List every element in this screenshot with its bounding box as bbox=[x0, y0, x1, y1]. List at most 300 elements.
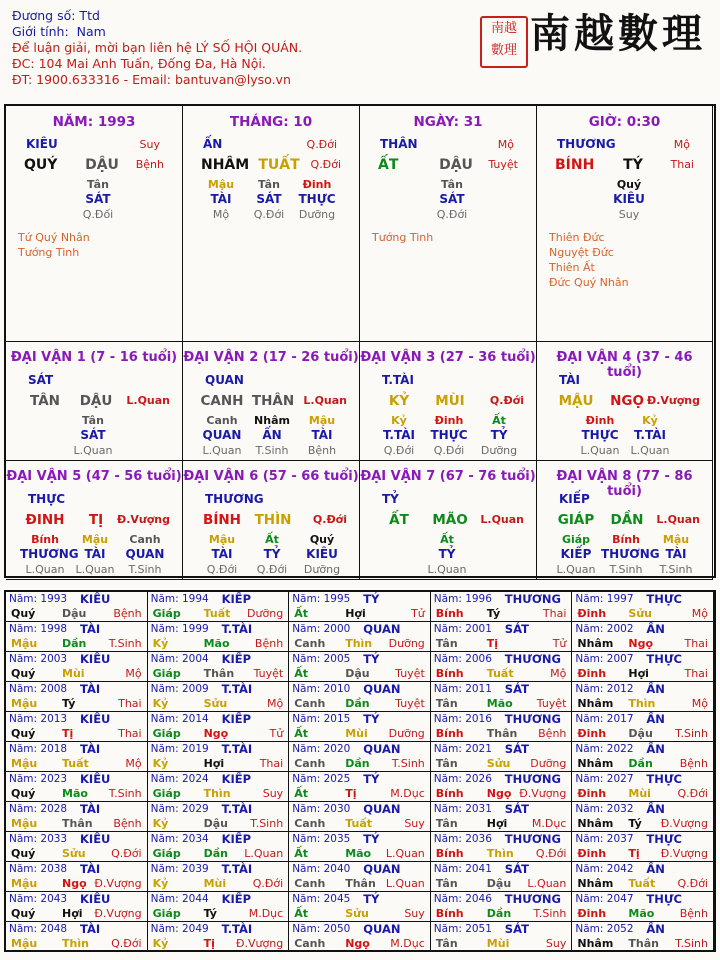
year-cell bbox=[6, 802, 148, 832]
hidden-stem: Đinh bbox=[585, 414, 615, 427]
year-state: Đ.Vượng bbox=[94, 877, 142, 890]
year-state: L.Quan bbox=[385, 847, 425, 860]
hidden-god: KIÊU bbox=[306, 547, 338, 561]
pillar-cell bbox=[360, 106, 537, 342]
year-label: Năm: 2022 bbox=[575, 743, 634, 755]
star-note: Thiên Ất bbox=[549, 261, 595, 274]
year-branch: Hợi bbox=[628, 667, 649, 680]
year-god: THỰC bbox=[646, 832, 682, 846]
year-god: THƯƠNG bbox=[504, 592, 561, 606]
year-stem: Nhâm bbox=[577, 637, 614, 650]
hidden-relation: T.Sinh bbox=[255, 444, 289, 457]
year-label: Năm: 2029 bbox=[150, 803, 209, 815]
cycle-god: SÁT bbox=[28, 373, 54, 387]
year-god: QUAN bbox=[363, 862, 401, 876]
hidden-god: THỰC bbox=[298, 192, 336, 206]
pillar-top-god: THÂN bbox=[380, 137, 418, 151]
year-branch: Ngọ bbox=[62, 877, 87, 890]
year-state: M.Dục bbox=[531, 817, 567, 830]
pillar-top-god: ẤN bbox=[203, 137, 223, 151]
hidden-relation: T.Sinh bbox=[128, 563, 162, 576]
year-cell bbox=[289, 892, 431, 922]
hidden-god: TỶ bbox=[490, 428, 508, 442]
year-label: Năm: 2043 bbox=[9, 893, 68, 905]
year-stem: Mậu bbox=[11, 937, 38, 950]
cycle-state: L.Quan bbox=[656, 513, 700, 526]
year-state: Tuyệt bbox=[395, 667, 425, 680]
year-cell bbox=[431, 622, 573, 652]
year-state: Tử bbox=[411, 607, 425, 620]
star-note: Nguyệt Đức bbox=[549, 246, 614, 259]
year-god: THƯƠNG bbox=[504, 772, 561, 786]
year-state: Suy bbox=[262, 787, 284, 800]
hidden-stem: Tân bbox=[87, 178, 109, 191]
year-god: TỶ bbox=[363, 712, 380, 726]
year-god: ẤN bbox=[646, 622, 665, 636]
cycle-branch: MÃO bbox=[432, 512, 468, 528]
year-label: Năm: 2021 bbox=[433, 743, 492, 755]
year-god: SÁT bbox=[504, 802, 529, 816]
year-cell bbox=[148, 622, 290, 652]
year-label: Năm: 2042 bbox=[575, 863, 634, 875]
year-state: Bệnh bbox=[538, 727, 567, 740]
year-cell bbox=[148, 772, 290, 802]
year-god: THỰC bbox=[646, 892, 682, 906]
year-state: T.Sinh bbox=[533, 907, 567, 920]
year-label: Năm: 2009 bbox=[150, 683, 209, 695]
hidden-stem: Bính bbox=[31, 533, 59, 546]
year-state: L.Quan bbox=[244, 847, 284, 860]
hidden-stem: Ất bbox=[492, 414, 506, 427]
hidden-relation: Dưỡng bbox=[480, 444, 518, 457]
year-god: SÁT bbox=[504, 862, 529, 876]
cycle-title: ĐẠI VẬN 6 (57 - 66 tuổi) bbox=[183, 469, 359, 484]
year-state: Q.Đới bbox=[677, 787, 708, 800]
year-label: Năm: 2012 bbox=[575, 683, 634, 695]
hidden-god: KIẾP bbox=[560, 547, 592, 561]
year-stem: Ất bbox=[294, 787, 308, 800]
year-cell bbox=[431, 862, 573, 892]
year-label: Năm: 2003 bbox=[9, 653, 68, 665]
cycle-branch: NGỌ bbox=[610, 393, 644, 409]
year-cell bbox=[572, 802, 714, 832]
year-cell bbox=[289, 772, 431, 802]
year-label: Năm: 1996 bbox=[433, 593, 492, 605]
year-stem: Quý bbox=[11, 847, 36, 860]
year-state: Đ.Vượng bbox=[94, 907, 142, 920]
year-stem: Giáp bbox=[152, 847, 181, 860]
year-cell bbox=[572, 772, 714, 802]
year-state: Q.Đới bbox=[111, 847, 142, 860]
year-branch: Tuất bbox=[62, 757, 89, 770]
year-branch: Mão bbox=[345, 847, 372, 860]
hidden-relation: L.Quan bbox=[202, 444, 242, 457]
year-label: Năm: 2051 bbox=[433, 923, 492, 935]
year-god: KIÊU bbox=[80, 832, 111, 846]
year-label: Năm: 2035 bbox=[292, 833, 351, 845]
year-branch: Ngọ bbox=[345, 937, 370, 950]
hidden-god: TÀI bbox=[665, 547, 687, 561]
year-label: Năm: 2033 bbox=[9, 833, 68, 845]
brand-logo: 南越數理 bbox=[530, 10, 706, 57]
pillar-top-state: Mộ bbox=[673, 138, 690, 151]
pillar-title: NĂM: 1993 bbox=[52, 114, 136, 130]
cycle-stem: CANH bbox=[200, 393, 244, 409]
pillar-title: THÁNG: 10 bbox=[229, 114, 313, 130]
year-state: Dưỡng bbox=[388, 637, 425, 650]
year-god: QUAN bbox=[363, 922, 401, 936]
hidden-stem: Mậu bbox=[207, 178, 235, 191]
year-branch: Mùi bbox=[62, 667, 85, 680]
pillar-top-state: Q.Đới bbox=[306, 138, 337, 151]
hidden-god: KIÊU bbox=[613, 192, 645, 206]
hidden-god: TỶ bbox=[438, 547, 456, 561]
pillar-state: Bệnh bbox=[135, 158, 164, 171]
year-cell bbox=[6, 682, 148, 712]
year-branch: Tị bbox=[486, 637, 499, 650]
year-cell bbox=[572, 862, 714, 892]
year-cell bbox=[572, 622, 714, 652]
year-label: Năm: 2040 bbox=[292, 863, 351, 875]
hidden-relation: L.Quan bbox=[25, 563, 65, 576]
year-label: Năm: 2018 bbox=[9, 743, 68, 755]
luck-cycle-cell bbox=[537, 461, 713, 580]
year-god: TỶ bbox=[363, 892, 380, 906]
year-stem: Quý bbox=[11, 907, 36, 920]
year-branch: Mùi bbox=[486, 937, 510, 950]
year-state: Suy bbox=[404, 817, 425, 830]
hidden-relation: Dưỡng bbox=[298, 208, 336, 221]
year-branch: Tuất bbox=[628, 877, 656, 890]
year-state: T.Sinh bbox=[250, 817, 284, 830]
year-label: Năm: 2004 bbox=[150, 653, 209, 665]
year-branch: Tị bbox=[628, 847, 640, 860]
pillar-cell bbox=[183, 106, 360, 342]
hidden-relation: Q.Đới bbox=[433, 444, 465, 457]
cycle-god: QUAN bbox=[205, 373, 244, 387]
pillar-top-god: KIÊU bbox=[26, 137, 58, 151]
hidden-relation: L.Quan bbox=[580, 444, 620, 457]
star-note: Thiên Đức bbox=[549, 231, 605, 244]
pillar-state: Q.Đới bbox=[310, 158, 341, 171]
hidden-stem: Mậu bbox=[81, 533, 109, 546]
year-cell bbox=[431, 802, 573, 832]
year-branch: Thân bbox=[345, 877, 376, 890]
cycle-stem: MẬU bbox=[558, 393, 594, 409]
year-god: THƯƠNG bbox=[504, 832, 561, 846]
year-stem: Tân bbox=[435, 877, 458, 890]
hidden-god: TỶ bbox=[263, 547, 281, 561]
year-branch: Tuất bbox=[203, 607, 231, 620]
hidden-stem: Canh bbox=[129, 533, 161, 546]
year-branch: Dậu bbox=[628, 727, 653, 740]
luck-cycle-cell bbox=[183, 342, 360, 461]
year-cell bbox=[6, 592, 148, 622]
year-stem: Canh bbox=[294, 937, 326, 950]
year-cell bbox=[148, 862, 290, 892]
year-god: THƯƠNG bbox=[504, 652, 561, 666]
hidden-stem: Tân bbox=[441, 178, 463, 191]
year-state: Q.Đới bbox=[111, 937, 142, 950]
chart-grid bbox=[4, 104, 716, 578]
year-label: Năm: 2011 bbox=[433, 683, 492, 695]
year-branch: Tị bbox=[62, 727, 74, 740]
year-label: Năm: 2001 bbox=[433, 623, 492, 635]
hidden-relation: Q.Đới bbox=[383, 444, 415, 457]
year-stem: Đinh bbox=[577, 727, 607, 740]
year-label: Năm: 2034 bbox=[150, 833, 209, 845]
year-cell bbox=[6, 712, 148, 742]
year-state: Thai bbox=[118, 697, 142, 710]
year-cell bbox=[572, 742, 714, 772]
hidden-god: SÁT bbox=[85, 192, 111, 206]
year-branch: Sửu bbox=[62, 847, 86, 860]
hidden-stem: Đinh bbox=[302, 178, 332, 191]
year-branch: Dần bbox=[62, 637, 87, 650]
year-stem: Ất bbox=[294, 907, 308, 920]
hidden-stem: Ất bbox=[265, 533, 279, 546]
year-state: Đ.Vượng bbox=[235, 937, 284, 950]
luck-cycle-cell bbox=[537, 342, 713, 461]
hidden-god: TÀI bbox=[210, 192, 232, 206]
year-cell bbox=[6, 862, 148, 892]
year-stem: Bính bbox=[435, 667, 464, 680]
hidden-stem: Ất bbox=[440, 533, 454, 546]
pillar-top-god: THƯƠNG bbox=[557, 137, 616, 151]
year-god: T.TÀI bbox=[221, 802, 253, 816]
pillar-title: GIỜ: 0:30 bbox=[588, 114, 661, 130]
year-branch: Mùi bbox=[203, 877, 227, 890]
year-state: Mộ bbox=[550, 667, 567, 680]
year-cell bbox=[6, 772, 148, 802]
year-cell bbox=[289, 832, 431, 862]
year-branch: Mão bbox=[203, 637, 230, 650]
year-branch: Thìn bbox=[628, 697, 656, 710]
year-state: T.Sinh bbox=[391, 757, 425, 770]
year-cell bbox=[431, 742, 573, 772]
year-branch: Sửu bbox=[628, 607, 652, 620]
hidden-god: THƯƠNG bbox=[601, 547, 660, 561]
hidden-stem: Bính bbox=[612, 533, 640, 546]
cycle-god: THỰC bbox=[28, 492, 66, 506]
year-cell bbox=[572, 592, 714, 622]
year-branch: Sửu bbox=[203, 697, 228, 710]
luck-cycle-cell bbox=[360, 461, 537, 580]
year-cell bbox=[148, 712, 290, 742]
year-cell bbox=[148, 802, 290, 832]
year-stem: Nhâm bbox=[577, 937, 614, 950]
gender-line: Giới tính: Nam bbox=[12, 24, 106, 39]
year-god: QUAN bbox=[363, 802, 401, 816]
year-cell bbox=[289, 802, 431, 832]
year-cell bbox=[148, 682, 290, 712]
year-label: Năm: 2015 bbox=[292, 713, 351, 725]
year-cell bbox=[431, 682, 573, 712]
year-branch: Tuất bbox=[345, 817, 372, 830]
year-state: Đ.Vượng bbox=[660, 817, 708, 830]
year-cell bbox=[148, 832, 290, 862]
year-branch: Mão bbox=[628, 907, 655, 920]
year-stem: Bính bbox=[435, 787, 464, 800]
year-stem: Quý bbox=[11, 727, 36, 740]
year-branch: Tý bbox=[628, 817, 642, 830]
cycle-state: L.Quan bbox=[126, 394, 170, 407]
year-state: L.Quan bbox=[527, 877, 567, 890]
year-state: Mộ bbox=[125, 757, 142, 770]
year-stem: Quý bbox=[11, 667, 36, 680]
year-branch: Dậu bbox=[203, 817, 228, 830]
year-branch: Tý bbox=[203, 907, 217, 920]
year-god: SÁT bbox=[504, 682, 529, 696]
year-cell bbox=[289, 622, 431, 652]
year-god: THỰC bbox=[646, 772, 682, 786]
year-state: Q.Đới bbox=[677, 877, 708, 890]
year-label: Năm: 2024 bbox=[150, 773, 209, 785]
year-god: TÀI bbox=[80, 862, 101, 876]
year-label: Năm: 2020 bbox=[292, 743, 351, 755]
hidden-stem: Kỷ bbox=[642, 414, 658, 427]
year-branch: Thân bbox=[62, 817, 93, 830]
year-stem: Canh bbox=[294, 817, 326, 830]
year-stem: Nhâm bbox=[577, 757, 614, 770]
cycle-branch: DẦN bbox=[610, 512, 644, 528]
year-god: KIÊU bbox=[80, 712, 111, 726]
year-label: Năm: 1995 bbox=[292, 593, 351, 605]
pillar-cell bbox=[6, 106, 183, 342]
hidden-stem: Nhâm bbox=[254, 414, 290, 427]
year-state: Tuyệt bbox=[253, 667, 284, 680]
year-branch: Dậu bbox=[62, 607, 87, 620]
year-state: Suy bbox=[545, 937, 567, 950]
year-god: TÀI bbox=[80, 742, 101, 756]
year-cell bbox=[148, 592, 290, 622]
year-label: Năm: 2037 bbox=[575, 833, 634, 845]
year-branch: Thân bbox=[628, 937, 659, 950]
year-state: Dưỡng bbox=[530, 757, 567, 770]
hidden-stem: Đinh bbox=[434, 414, 464, 427]
year-cell bbox=[289, 652, 431, 682]
year-cell bbox=[431, 922, 573, 952]
year-branch: Hợi bbox=[486, 817, 508, 830]
cycle-branch: THÂN bbox=[251, 393, 295, 409]
hidden-relation: Q.Đới bbox=[206, 563, 238, 576]
year-branch: Mùi bbox=[345, 727, 368, 740]
year-branch: Thìn bbox=[486, 847, 514, 860]
hidden-relation: L.Quan bbox=[75, 563, 115, 576]
year-god: TỶ bbox=[363, 832, 380, 846]
year-label: Năm: 2047 bbox=[575, 893, 634, 905]
year-label: Năm: 2038 bbox=[9, 863, 68, 875]
year-god: ẤN bbox=[646, 712, 665, 726]
cycle-stem: TÂN bbox=[30, 393, 60, 409]
year-state: Thai bbox=[118, 727, 142, 740]
year-branch: Ngọ bbox=[486, 787, 512, 800]
star-note: Tướng Tinh bbox=[372, 231, 434, 244]
year-stem: Giáp bbox=[152, 607, 181, 620]
cycle-branch: TỊ bbox=[88, 512, 104, 528]
year-branch: Ngọ bbox=[203, 727, 229, 740]
year-stem: Nhâm bbox=[577, 877, 614, 890]
year-god: QUAN bbox=[363, 742, 401, 756]
year-branch: Mão bbox=[62, 787, 88, 800]
contact-line-3: ĐT: 1900.633316 - Email: bantuvan@lyso.vn bbox=[12, 72, 291, 87]
year-branch: Mão bbox=[486, 697, 513, 710]
year-god: QUAN bbox=[363, 682, 401, 696]
cycle-state: Đ.Vượng bbox=[646, 394, 700, 407]
year-branch: Ngọ bbox=[628, 637, 654, 650]
year-cell bbox=[431, 592, 573, 622]
year-state: Bệnh bbox=[113, 817, 142, 830]
year-state: L.Quan bbox=[385, 877, 425, 890]
year-state: Đ.Vượng bbox=[660, 847, 708, 860]
hidden-relation: Bệnh bbox=[307, 444, 337, 457]
year-label: Năm: 2048 bbox=[9, 923, 68, 935]
pillar-top-state: Suy bbox=[139, 138, 160, 151]
year-stem: Mậu bbox=[11, 637, 38, 650]
year-cell bbox=[289, 922, 431, 952]
year-state: Dưỡng bbox=[247, 607, 284, 620]
year-branch: Thìn bbox=[203, 787, 231, 800]
cycle-branch: MÙI bbox=[435, 393, 465, 409]
cycle-stem: ẤT bbox=[389, 512, 409, 528]
year-state: Đ.Vượng bbox=[519, 787, 567, 800]
year-god: SÁT bbox=[504, 742, 529, 756]
year-state: T.Sinh bbox=[108, 787, 142, 800]
year-state: Bệnh bbox=[679, 907, 708, 920]
year-stem: Kỷ bbox=[152, 697, 169, 710]
year-god: KIÊU bbox=[80, 772, 111, 786]
star-note: Tướng Tinh bbox=[18, 246, 80, 259]
year-stem: Ất bbox=[294, 727, 308, 740]
year-state: Bệnh bbox=[113, 607, 142, 620]
year-god: THỰC bbox=[646, 652, 682, 666]
year-stem: Giáp bbox=[152, 787, 181, 800]
year-stem: Kỷ bbox=[152, 817, 169, 830]
year-stem: Kỷ bbox=[152, 757, 169, 770]
year-cell bbox=[148, 652, 290, 682]
year-branch: Hợi bbox=[203, 757, 225, 770]
cycle-stem: GIÁP bbox=[557, 512, 595, 528]
year-state: Bệnh bbox=[254, 637, 284, 650]
hidden-relation: L.Quan bbox=[556, 563, 596, 576]
year-cell bbox=[289, 742, 431, 772]
cycle-state: L.Quan bbox=[480, 513, 524, 526]
year-god: THƯƠNG bbox=[504, 892, 561, 906]
pillar-branch: DẬU bbox=[85, 157, 119, 173]
year-stem: Đinh bbox=[577, 667, 607, 680]
star-note: Tứ Quý Nhân bbox=[18, 231, 90, 244]
year-label: Năm: 1998 bbox=[9, 623, 68, 635]
cycle-stem: KỶ bbox=[388, 393, 410, 409]
year-god: TỶ bbox=[363, 652, 380, 666]
year-stem: Mậu bbox=[11, 697, 38, 710]
year-god: T.TÀI bbox=[221, 862, 253, 876]
hidden-god: QUAN bbox=[125, 547, 165, 561]
year-god: KIÊU bbox=[80, 892, 111, 906]
year-branch: Tý bbox=[62, 697, 76, 710]
year-god: ẤN bbox=[646, 862, 665, 876]
year-branch: Thìn bbox=[345, 637, 373, 650]
year-stem: Ất bbox=[294, 847, 308, 860]
year-cell bbox=[572, 892, 714, 922]
pillar-branch: TÝ bbox=[623, 157, 643, 173]
luck-cycle-cell bbox=[6, 461, 183, 580]
year-stem: Đinh bbox=[577, 907, 607, 920]
hidden-relation: Dưỡng bbox=[303, 563, 341, 576]
cycle-branch: DẬU bbox=[79, 393, 113, 409]
year-god: KIÊU bbox=[80, 652, 111, 666]
cycle-state: Đ.Vượng bbox=[116, 513, 170, 526]
